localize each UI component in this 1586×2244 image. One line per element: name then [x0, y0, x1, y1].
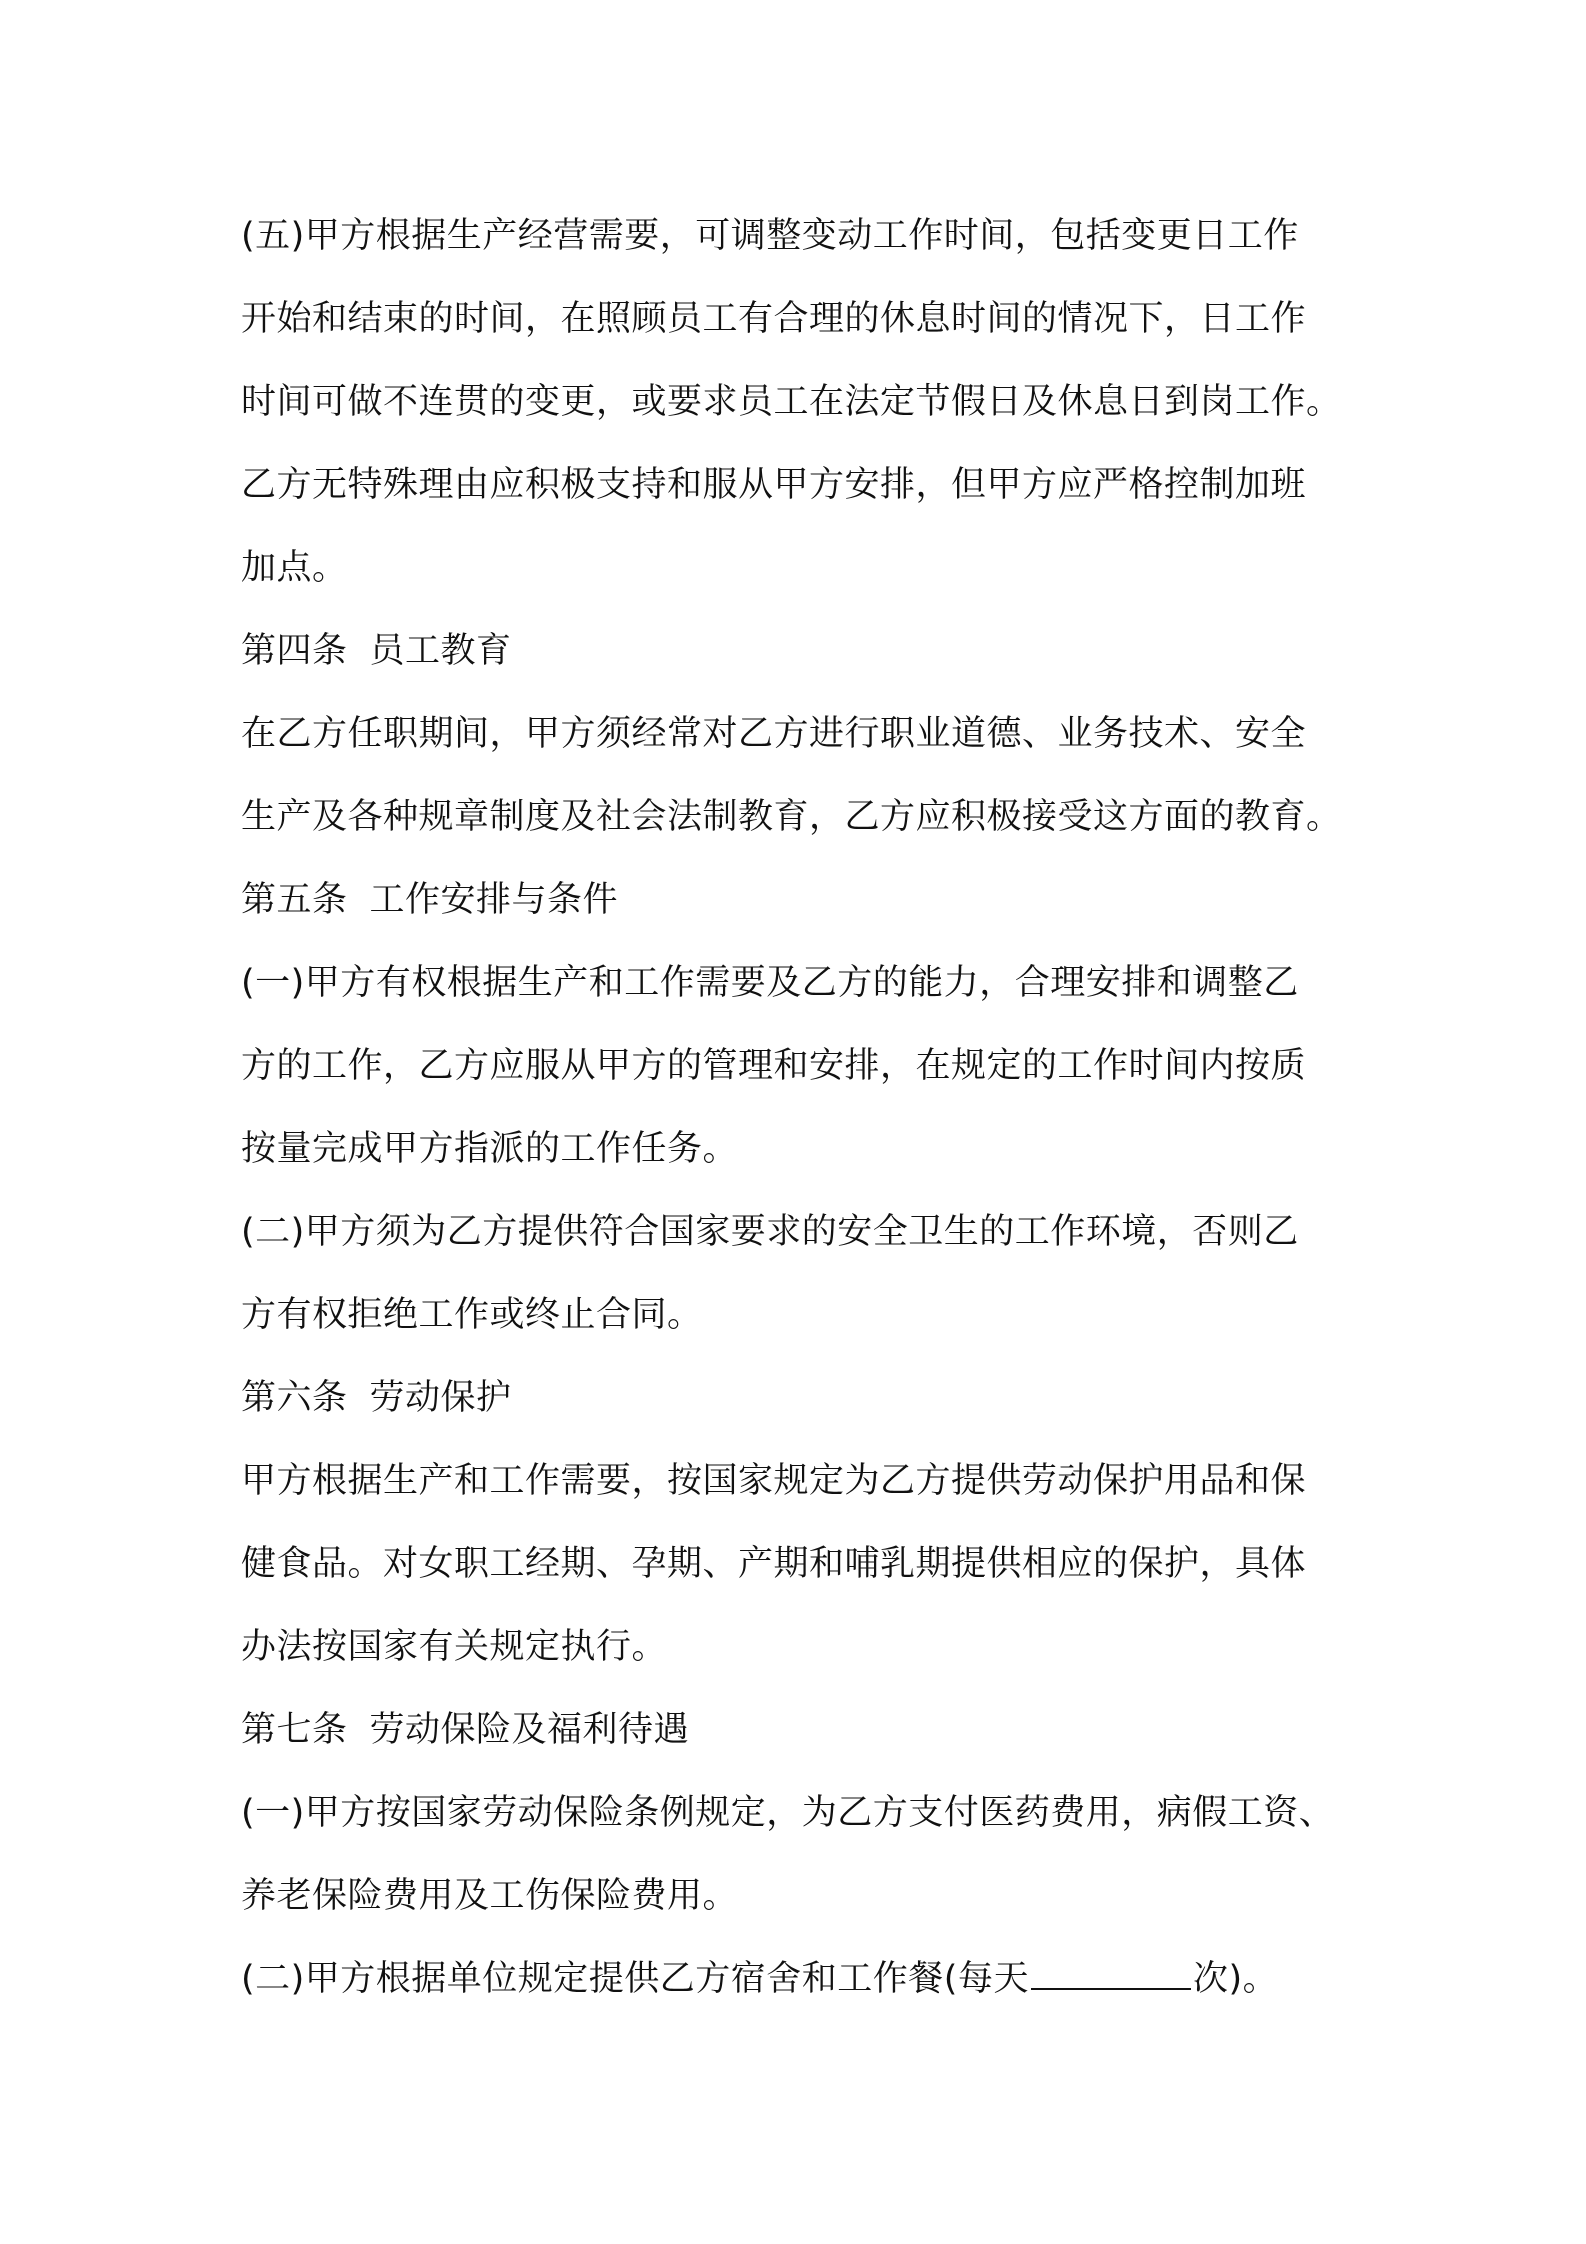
text-line: 健食品。对女职工经期、孕期、产期和哺乳期提供相应的保护，具体: [241, 1544, 1307, 1584]
paragraph-labor-protection: [241, 1440, 1371, 1689]
text-line: 甲方根据生产和工作需要，按国家规定为乙方提供劳动保护用品和保: [241, 1461, 1307, 1501]
paragraph-work-time-adjustment: [241, 195, 1371, 610]
article-number: 第五条: [241, 880, 348, 920]
text-line: 时间可做不连贯的变更，或要求员工在法定节假日及休息日到岗工作。: [241, 382, 1342, 422]
article-number: 第四条: [241, 631, 348, 671]
text-line: 加点。: [241, 548, 348, 588]
paragraph-employee-education: [241, 693, 1371, 859]
text-line-with-blank: [241, 1938, 1371, 2021]
document-body: [241, 195, 1371, 2021]
text-line: 办法按国家有关规定执行。: [241, 1627, 668, 1667]
article-title: 劳动保险及福利待遇: [369, 1710, 690, 1750]
fill-in-blank: [1031, 1958, 1191, 1990]
paragraph-dormitory-meals: [241, 1938, 1371, 2021]
text-line: 生产及各种规章制度及社会法制教育，乙方应积极接受这方面的教育。: [241, 797, 1342, 837]
paragraph-work-arrangement: [241, 942, 1371, 1191]
text-before-blank: (二)甲方根据单位规定提供乙方宿舍和工作餐(每天: [241, 1959, 1029, 1999]
text-line: 按量完成甲方指派的工作任务。: [241, 1129, 739, 1169]
article-heading-4: [241, 610, 1371, 693]
text-line: 方的工作，乙方应服从甲方的管理和安排，在规定的工作时间内按质: [241, 1046, 1307, 1086]
article-heading-7: [241, 1689, 1371, 1772]
article-title: 劳动保护: [369, 1378, 512, 1418]
text-after-blank: 次)。: [1192, 1959, 1279, 1999]
text-line: 在乙方任职期间，甲方须经常对乙方进行职业道德、业务技术、安全: [241, 714, 1307, 754]
text-line: 方有权拒绝工作或终止合同。: [241, 1295, 703, 1335]
paragraph-work-environment: [241, 1191, 1371, 1357]
text-line: (二)甲方须为乙方提供符合国家要求的安全卫生的工作环境，否则乙: [241, 1212, 1299, 1252]
article-title: 工作安排与条件: [369, 880, 619, 920]
article-number: 第六条: [241, 1378, 348, 1418]
text-line: (一)甲方有权根据生产和工作需要及乙方的能力，合理安排和调整乙: [241, 963, 1299, 1003]
article-heading-5: [241, 859, 1371, 942]
article-title: 员工教育: [369, 631, 512, 671]
paragraph-insurance: [241, 1772, 1371, 1938]
text-line: (五)甲方根据生产经营需要，可调整变动工作时间，包括变更日工作: [241, 216, 1299, 256]
text-line: 乙方无特殊理由应积极支持和服从甲方安排，但甲方应严格控制加班: [241, 465, 1307, 505]
text-line: 开始和结束的时间，在照顾员工有合理的休息时间的情况下，日工作: [241, 299, 1307, 339]
article-heading-6: [241, 1357, 1371, 1440]
article-number: 第七条: [241, 1710, 348, 1750]
text-line: (一)甲方按国家劳动保险条例规定，为乙方支付医药费用，病假工资、: [241, 1793, 1335, 1833]
text-line: 养老保险费用及工伤保险费用。: [241, 1876, 739, 1916]
